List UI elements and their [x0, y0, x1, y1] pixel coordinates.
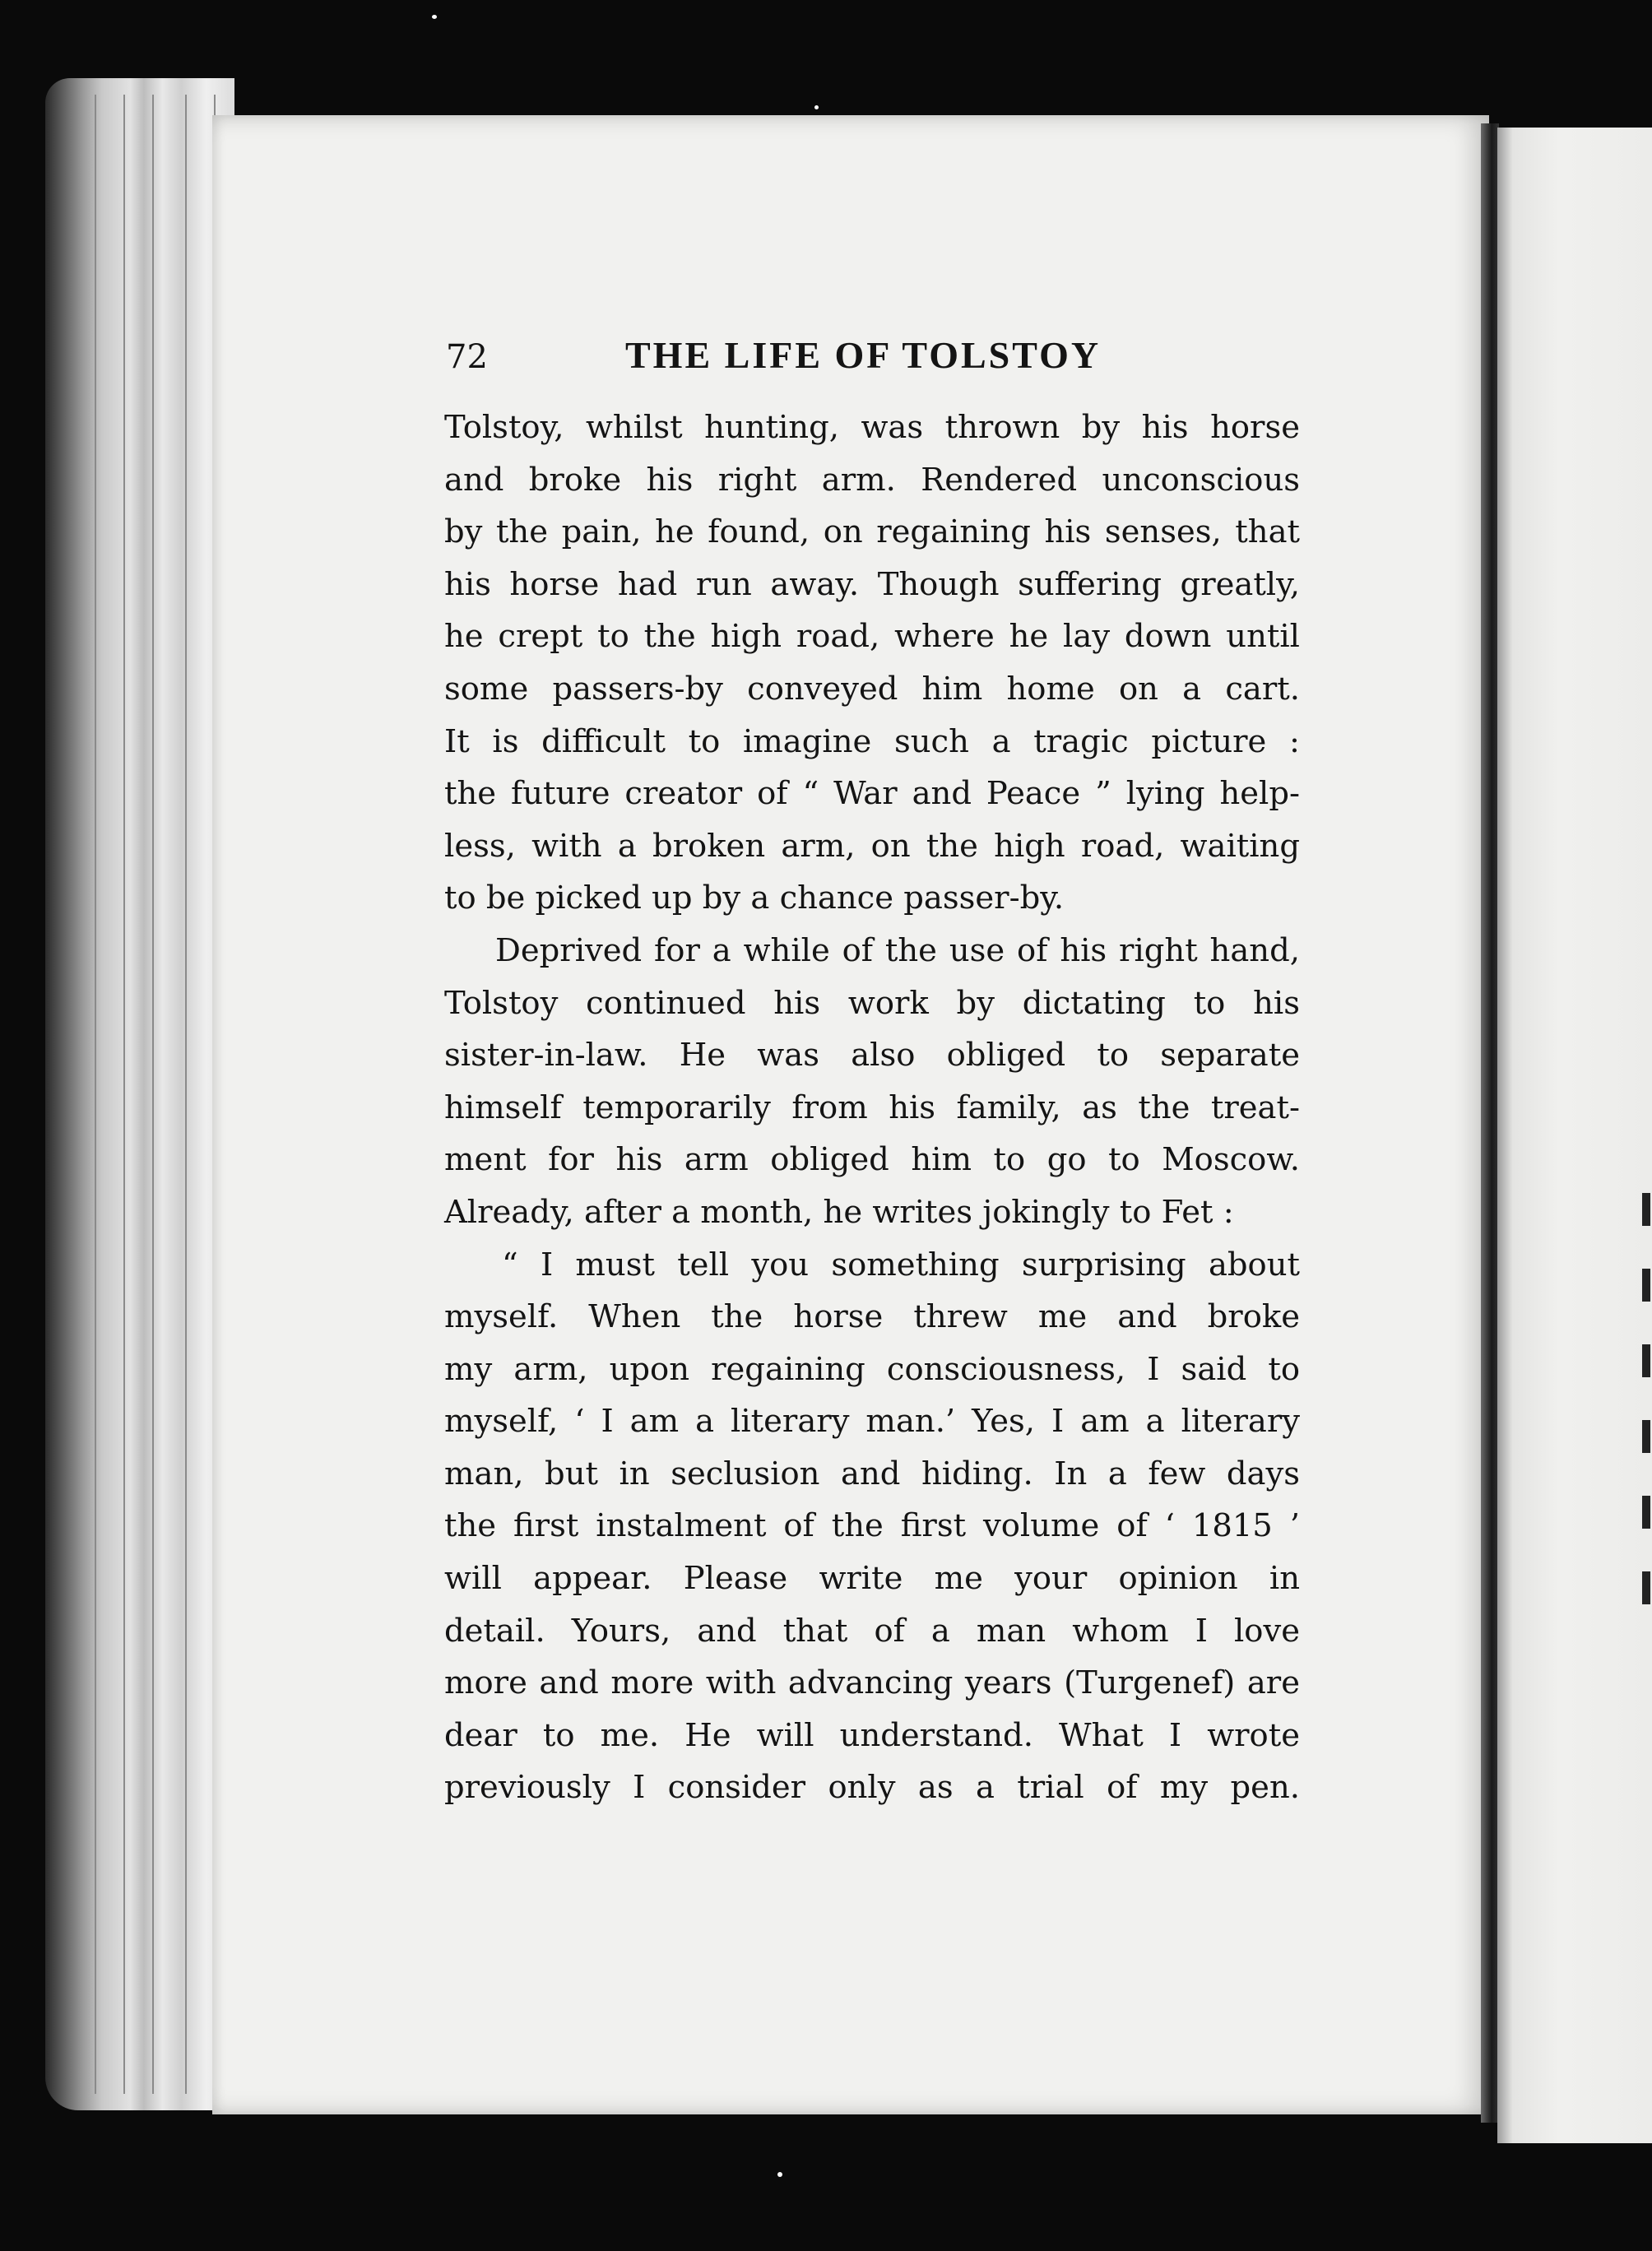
body-text [444, 401, 1300, 1814]
text-line: himself temporarily from his family, as the treat- [444, 1088, 1300, 1126]
text-line: the future creator of “ War and Peace ” lying help- [444, 775, 1300, 813]
text-line: myself, ‘ I am a literary man.’ Yes, I am a literary [444, 1403, 1300, 1441]
text-line: Already, after a month, he writes jokingly to Fet : [444, 1193, 1234, 1231]
text-line: “ I must tell you something surprising about [502, 1246, 1300, 1283]
dust-speck [814, 105, 819, 109]
text-line: man, but in seclusion and hiding. In a few days [444, 1455, 1300, 1492]
dust-speck [777, 2172, 782, 2177]
book-gutter [1481, 123, 1499, 2123]
text-line: Tolstoy, whilst hunting, was thrown by his horse [444, 409, 1300, 446]
text-line: It is difficult to imagine such a tragic picture : [444, 722, 1300, 760]
text-line: the first instalment of the first volume of ‘ 1815 ’ [444, 1507, 1300, 1545]
page-number: 72 [446, 338, 488, 376]
text-line: myself. When the horse threw me and broke [444, 1298, 1300, 1336]
text-line: more and more with advancing years (Turgenef) are [444, 1664, 1300, 1702]
text-line: Deprived for a while of the use of his right hand, [495, 931, 1300, 969]
facing-page-text-fragments [1642, 1193, 1652, 1654]
text-line: and broke his right arm. Rendered unconscious [444, 461, 1300, 499]
text-line: his horse had run away. Though suffering greatly, [444, 565, 1300, 603]
text-line: will appear. Please write me your opinion in [444, 1560, 1300, 1598]
text-line: dear to me. He will understand. What I wrote [444, 1716, 1300, 1754]
paragraph-2 [444, 925, 1300, 1239]
text-line: Tolstoy continued his work by dictating to his [444, 984, 1300, 1022]
text-line: by the pain, he found, on regaining his senses, that [444, 513, 1300, 551]
text-line: some passers-by conveyed him home on a cart. [444, 670, 1300, 708]
dust-speck [432, 15, 437, 19]
text-line: he crept to the high road, where he lay down until [444, 618, 1300, 656]
paragraph-3 [444, 1239, 1300, 1815]
facing-page-edge [1497, 128, 1652, 2143]
text-line: ment for his arm obliged him to go to Moscow. [444, 1141, 1300, 1179]
text-line: detail. Yours, and that of a man whom I love [444, 1612, 1300, 1650]
text-line: to be picked up by a chance passer-by. [444, 880, 1065, 917]
paragraph-1 [444, 401, 1300, 925]
page-header [446, 333, 1318, 383]
running-head: THE LIFE OF TOLSTOY [625, 334, 1102, 376]
text-line: previously I consider only as a trial of my pen. [444, 1769, 1300, 1807]
page-edge-stack [45, 78, 234, 2110]
text-line: my arm, upon regaining consciousness, I said to [444, 1350, 1300, 1388]
text-line: less, with a broken arm, on the high road, waiting [444, 827, 1300, 865]
text-line: sister-in-law. He was also obliged to separate [444, 1037, 1300, 1074]
